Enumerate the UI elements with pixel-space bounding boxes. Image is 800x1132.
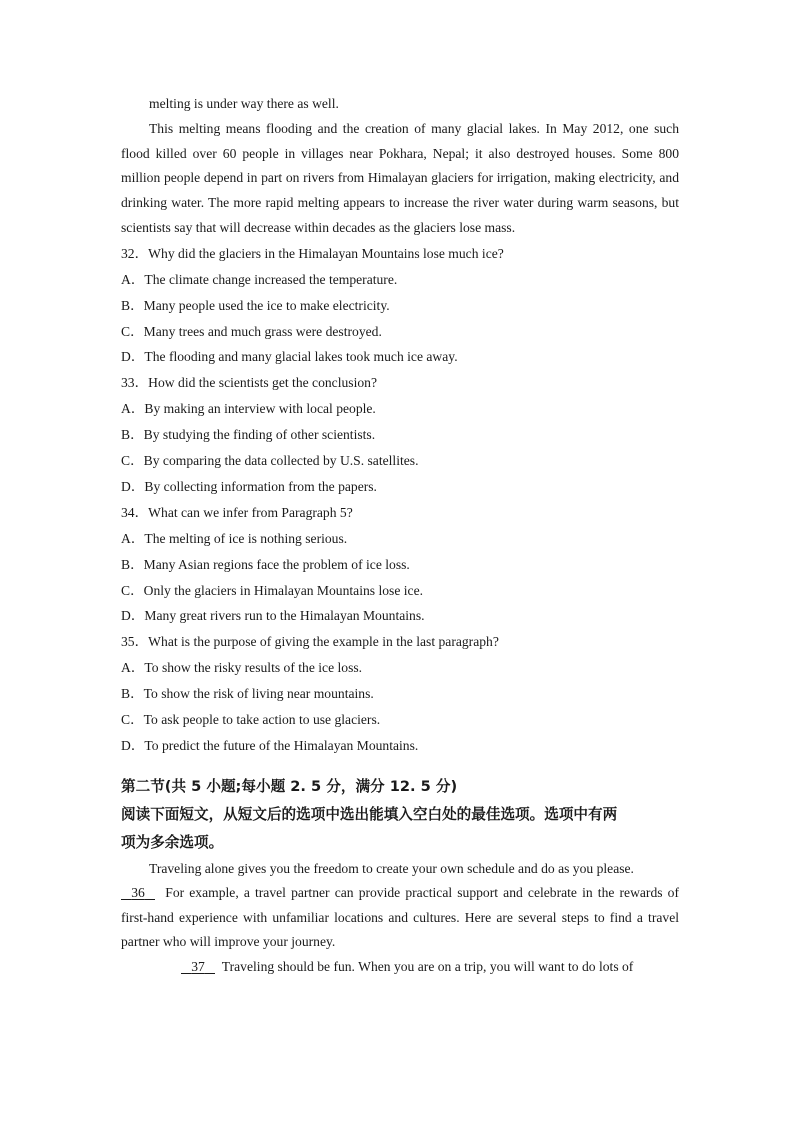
option-c: C．Many trees and much grass were destroyed. (121, 323, 382, 339)
option-b: B．By studying the finding of other scientists. (121, 427, 376, 443)
passage-paragraph (121, 955, 679, 980)
passage-text: For example, a travel partner can provide practical support and celebrate in the rewards of first-hand experience with unfamiliar locations and cultures. Here are several steps to find a travel partner who will improve your journey. (121, 885, 679, 950)
question-35 (121, 629, 679, 759)
passage-line: Traveling alone gives you the freedom to create your own schedule and do as you please. (149, 860, 634, 876)
question-stem: 33．How did the scientists get the conclusion? (121, 375, 377, 391)
section-2-header (121, 773, 679, 857)
question-stem: 34．What can we infer from Paragraph 5? (121, 504, 353, 520)
option-c: C．To ask people to take action to use glaciers. (121, 712, 381, 728)
option-c: C．By comparing the data collected by U.S. satellites. (121, 453, 419, 469)
blank-37: 37 (191, 958, 205, 974)
question-34 (121, 500, 679, 630)
section-instruction: 阅读下面短文，从短文后的选项中选出能填入空白处的最佳选项。选项中有两 (121, 805, 618, 823)
question-stem: 35．What is the purpose of giving the example in the last paragraph? (121, 634, 499, 650)
passage-paragraph (121, 881, 679, 955)
question-32 (121, 241, 679, 371)
option-b: B．To show the risk of living near mountains. (121, 686, 374, 702)
option-d: D．The flooding and many glacial lakes took much ice away. (121, 349, 458, 365)
document-page (121, 92, 679, 979)
option-c: C．Only the glaciers in Himalayan Mountains lose ice. (121, 582, 424, 598)
option-d: D．Many great rivers run to the Himalayan Mountains. (121, 608, 425, 624)
option-a: A．The melting of ice is nothing serious. (121, 530, 348, 546)
option-b: B．Many people used the ice to make electricity. (121, 297, 390, 313)
option-b: B．Many Asian regions face the problem of ice loss. (121, 556, 410, 572)
option-d: D．By collecting information from the papers. (121, 478, 377, 494)
cloze-passage (121, 857, 679, 980)
blank-36: 36 (131, 885, 145, 901)
option-a: A．By making an interview with local people. (121, 401, 376, 417)
passage-paragraph: This melting means flooding and the creation of many glacial lakes. In May 2012, one such flood killed over 60 people in villages near Pokhara, Nepal; it also destroyed houses. Some 800 million people depend in part on rivers from Himalayan glaciers for irrigation, making electricity, and drinking water. The more rapid melting appears to increase the river water during warm seasons, but scientists say that will decrease within decades as the glaciers lose mass. (121, 120, 679, 235)
passage-continued: melting is under way there as well. (149, 96, 339, 111)
section-instruction-cont: 项为多余选项。 (121, 833, 224, 851)
passage-text: Traveling should be fun. When you are on a trip, you will want to do lots of (221, 958, 634, 974)
question-stem: 32．Why did the glaciers in the Himalayan Mountains lose much ice? (121, 245, 504, 261)
section-title: 第二节(共 5 小题;每小题 2. 5 分，满分 12. 5 分) (121, 777, 458, 795)
option-a: A．The climate change increased the temperature. (121, 271, 398, 287)
question-33 (121, 370, 679, 500)
option-d: D．To predict the future of the Himalayan Mountains. (121, 738, 419, 753)
option-a: A．To show the risky results of the ice loss. (121, 660, 363, 676)
